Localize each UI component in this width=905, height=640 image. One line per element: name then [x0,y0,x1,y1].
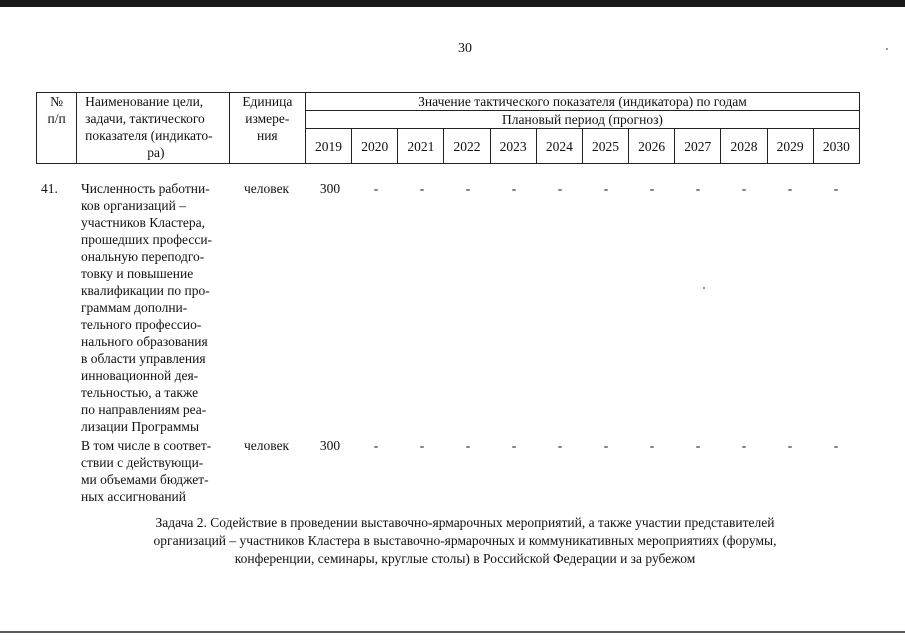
header-name-line: задачи, тактического [85,111,205,126]
indicator-name-line: прошедших професси- [81,232,213,247]
header-year: 2025 [582,129,628,164]
task-heading [70,514,860,568]
indicator-name-line: нального образования [81,334,208,349]
header-year: 2021 [398,129,444,164]
value-cell: - [419,181,425,196]
header-year: 2020 [352,129,398,164]
value-cell: 300 [319,181,341,196]
value-cell: - [465,438,471,453]
indicator-name-line: граммам дополни- [81,300,188,315]
scan-bottom-edge [0,631,905,633]
value-cell: - [557,438,563,453]
header-year: 2024 [536,129,582,164]
header-number-line: п/п [47,111,66,126]
indicator-name-line: тельного профессио- [81,317,202,332]
header-year: 2029 [767,129,813,164]
indicator-name-line: ональную переподго- [81,249,205,264]
indicator-name-line: товку и повышение [81,266,194,281]
header-name-line: показателя (индикато- [85,128,213,143]
header-year: 2023 [490,129,536,164]
header-unit-line: ния [256,128,278,143]
header-year: 2027 [675,129,721,164]
value-cell: - [373,181,379,196]
row-number: 41. [41,181,58,196]
value-cell: - [695,181,701,196]
value-cell: - [419,438,425,453]
header-year: 2026 [629,129,675,164]
task-heading-line: конференции, семинары, круглые столы) в Российской Федерации и за рубежом [234,551,696,566]
header-value-title: Значение тактического показателя (индикатора) по годам [305,93,859,111]
unit-cell: человек [244,438,290,453]
header-unit-cell [229,93,305,164]
indicator-name-line: лизации Программы [81,419,200,434]
value-cell: - [603,438,609,453]
scan-top-edge [0,0,905,7]
indicator-name-line: тельностью, а также [81,385,199,400]
header-number-line: № [50,94,64,109]
scan-speck [886,48,888,50]
header-year: 2019 [305,129,351,164]
indicator-name-line: по направлениям реа- [81,402,207,417]
value-cell: - [695,438,701,453]
indicator-name-line: в области управления [81,351,206,366]
task-heading-line: Задача 2. Содействие в проведении выставочно-ярмарочных мероприятий, а также участии представителей [155,515,775,530]
value-cell: - [741,438,747,453]
indicator-name-line: ных ассигнований [81,489,186,504]
value-cell: 300 [319,438,341,453]
value-cell: - [833,181,839,196]
scan-speck [703,287,705,289]
unit-cell: человек [244,181,290,196]
value-cell: - [741,181,747,196]
value-cell: - [557,181,563,196]
value-cell: - [649,438,655,453]
header-name-cell [77,93,230,164]
header-unit-line: измере- [245,111,290,126]
value-cell: - [511,438,517,453]
value-cell: - [787,181,793,196]
page-number: 30 [458,41,472,56]
indicator-name-line: ми объемами бюджет- [81,472,209,487]
value-cell: - [787,438,793,453]
header-period: Плановый период (прогноз) [305,111,859,129]
indicator-table-header [36,92,860,164]
indicator-name-line: инновационной дея- [81,368,199,383]
header-name-line: Наименование цели, [85,94,204,109]
header-name-line: ра) [147,145,165,160]
header-year: 2022 [444,129,490,164]
header-number-cell [37,93,77,164]
indicator-name-line: участников Кластера, [81,215,205,230]
value-cell: - [465,181,471,196]
indicator-name-line: квалификации по про- [81,283,210,298]
header-year: 2028 [721,129,767,164]
indicator-name-line: В том числе в соответ- [81,438,212,453]
indicator-name-line: Численность работни- [81,181,210,196]
indicator-name-line: ков организаций – [81,198,186,213]
indicator-name [81,180,231,435]
indicator-name [81,437,231,505]
header-unit-line: Единица [242,94,293,109]
indicator-name-line: ствии с действующи- [81,455,204,470]
value-cell: - [833,438,839,453]
header-year: 2030 [813,129,859,164]
value-cell: - [373,438,379,453]
task-heading-line: организаций – участников Кластера в выставочно-ярмарочных и коммуникативных мероприятиях (форумы, [153,533,777,548]
value-cell: - [649,181,655,196]
value-cell: - [511,181,517,196]
value-cell: - [603,181,609,196]
